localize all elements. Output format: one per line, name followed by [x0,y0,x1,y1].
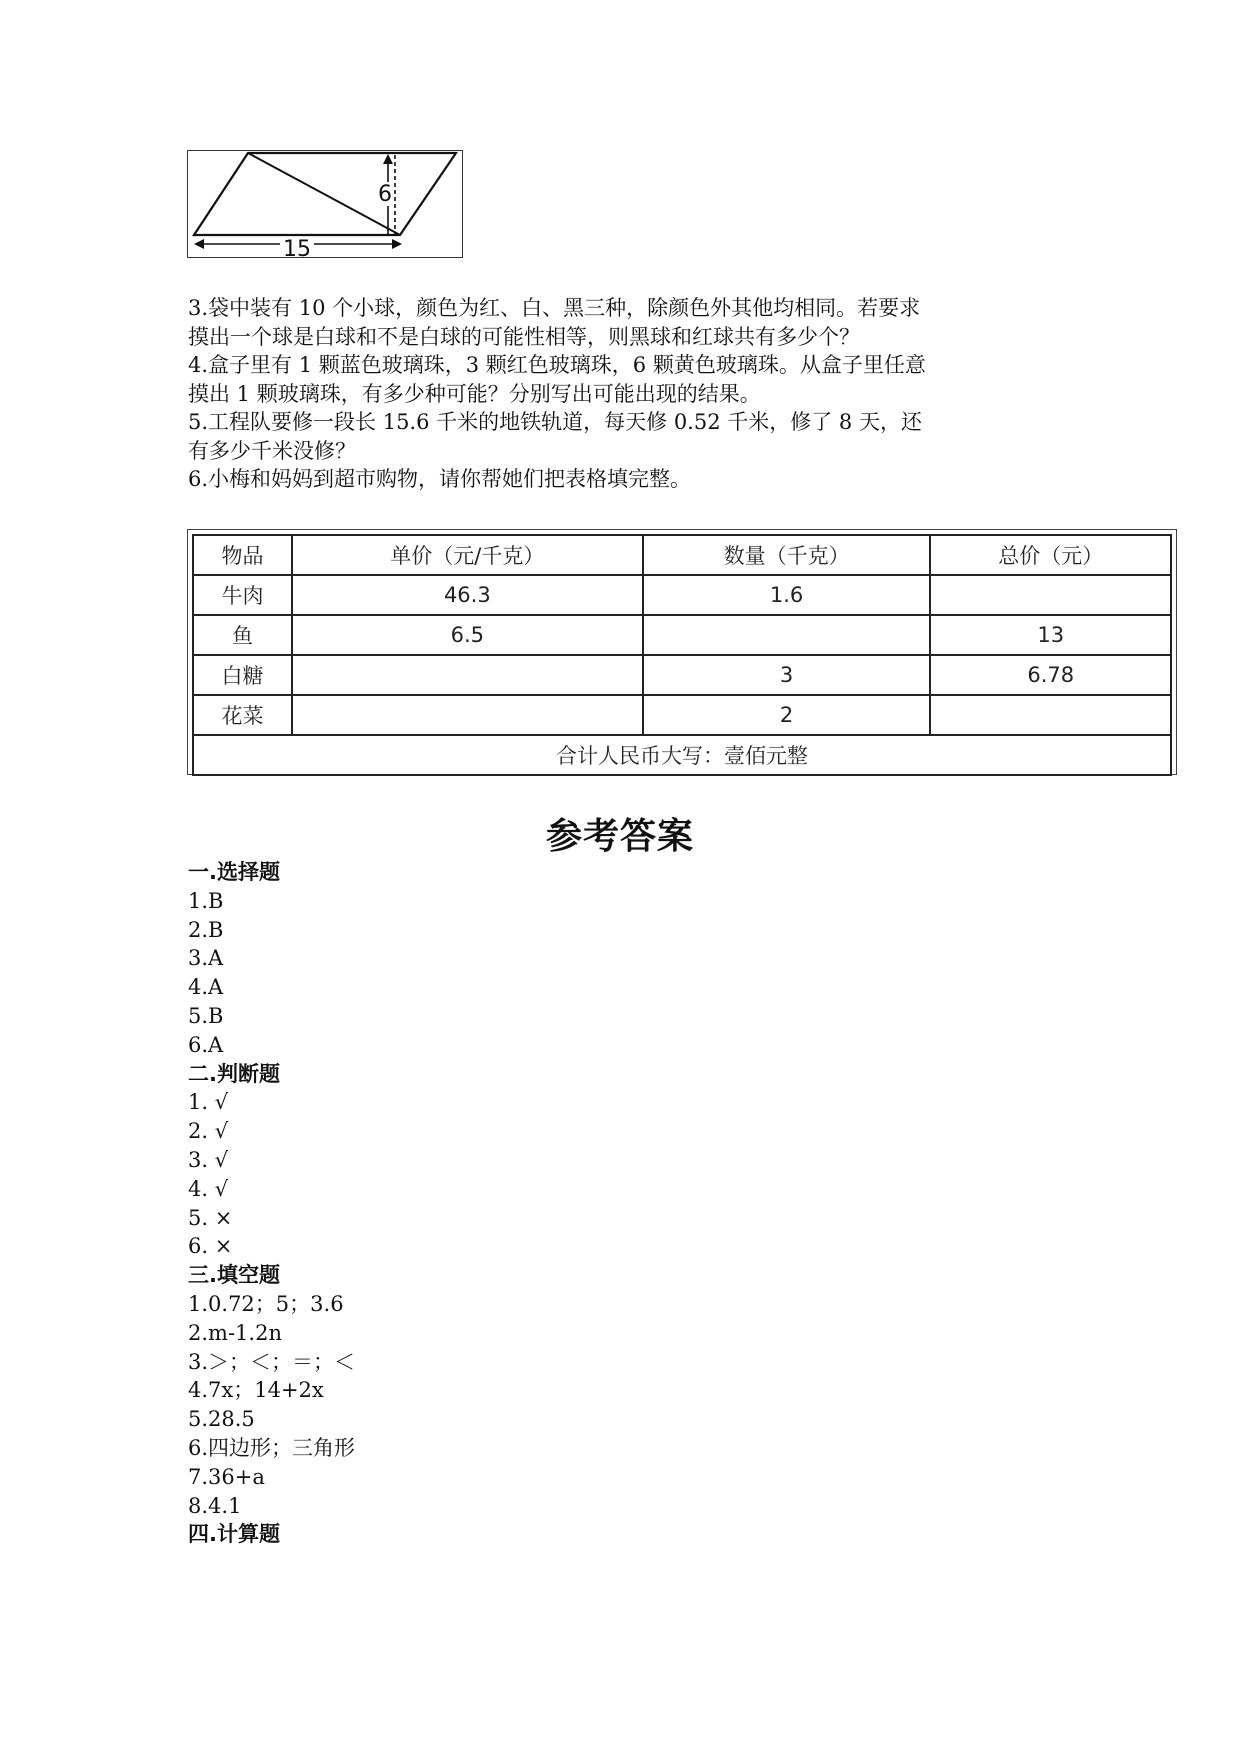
table-cell: 6.78 [930,655,1171,695]
table-cell: 6.5 [292,615,643,655]
answer-item: 1. √ [188,1090,229,1115]
section-title: 三.填空题 [188,1263,280,1288]
table-cell: 1.6 [643,575,931,615]
question-list [188,294,1088,494]
table-cell: 鱼 [193,615,292,655]
question-line: 4.盒子里有 1 颗蓝色玻璃珠，3 颗红色玻璃珠，6 颗黄色玻璃珠。从盒子里任意 [188,353,926,377]
header-cell: 总价（元） [930,535,1171,575]
answer-item: 6.A [188,1032,224,1057]
height-label: 6 [378,182,392,207]
answer-item: 2. √ [188,1119,229,1144]
answer-item: 7.36+a [188,1464,265,1489]
table-row [193,575,1171,615]
answer-item: 1.B [188,888,224,913]
header-cell: 单价（元/千克） [292,535,643,575]
question-line: 3.袋中装有 10 个小球，颜色为红、白、黑三种，除颜色外其他均相同。若要求 [188,296,921,320]
answer-item: 8.4.1 [188,1493,242,1518]
table-cell [930,575,1171,615]
table-cell: 13 [930,615,1171,655]
price-table-frame [187,529,1177,775]
question-line: 摸出 1 颗玻璃珠，有多少种可能？分别写出可能出现的结果。 [188,381,761,406]
answer-item: 6.四边形；三角形 [188,1435,356,1460]
section-title: 二.判断题 [188,1061,280,1086]
table-cell [930,695,1171,735]
answer-item: 2.B [188,917,224,942]
table-cell [292,695,643,735]
header-cell: 物品 [193,535,292,575]
table-cell [292,655,643,695]
question-line: 摸出一个球是白球和不是白球的可能性相等，则黑球和红球共有多少个？ [188,324,860,349]
table-cell: 2 [643,695,931,735]
answer-item: 3. √ [188,1147,229,1172]
question-line: 有多少千米没修？ [188,438,356,463]
section-title: 四.计算题 [188,1522,280,1547]
table-cell: 牛肉 [193,575,292,615]
parallelogram-figure [187,150,463,258]
table-cell: 46.3 [292,575,643,615]
table-cell: 3 [643,655,931,695]
section-title: 一.选择题 [188,860,280,884]
header-cell: 数量（千克） [643,535,931,575]
table-cell: 白糖 [193,655,292,695]
answer-item: 5. × [188,1205,233,1230]
table-row [193,655,1171,695]
table-header-row [193,535,1171,575]
question-line: 6.小梅和妈妈到超市购物，请你帮她们把表格填完整。 [188,467,692,491]
table-footer-row [193,735,1171,775]
table-row [193,615,1171,655]
price-table [192,534,1172,776]
answer-item: 3.A [188,946,224,971]
question-line: 5.工程队要修一段长 15.6 千米的地铁轨道，每天修 0.52 千米，修了 8 天，还 [188,410,922,434]
answer-item: 2.m-1.2n [188,1320,282,1345]
answer-item: 4.7x；14+2x [188,1378,324,1403]
answer-item: 6. × [188,1234,233,1259]
answer-title: 参考答案 [545,816,694,857]
answer-item: 3.＞；＜；＝；＜ [188,1349,356,1374]
answer-item: 4.A [188,975,224,1000]
parallelogram-diagram [188,151,464,259]
answer-list [188,858,988,1549]
table-cell: 花菜 [193,695,292,735]
table-cell [643,615,931,655]
table-footer-cell: 合计人民币大写：壹佰元整 [193,735,1171,775]
answer-item: 5.28.5 [188,1407,255,1432]
answer-item: 1.0.72；5；3.6 [188,1291,344,1316]
answer-item: 5.B [188,1003,224,1028]
table-row [193,695,1171,735]
base-label: 15 [283,237,311,259]
answer-item: 4. √ [188,1176,229,1201]
